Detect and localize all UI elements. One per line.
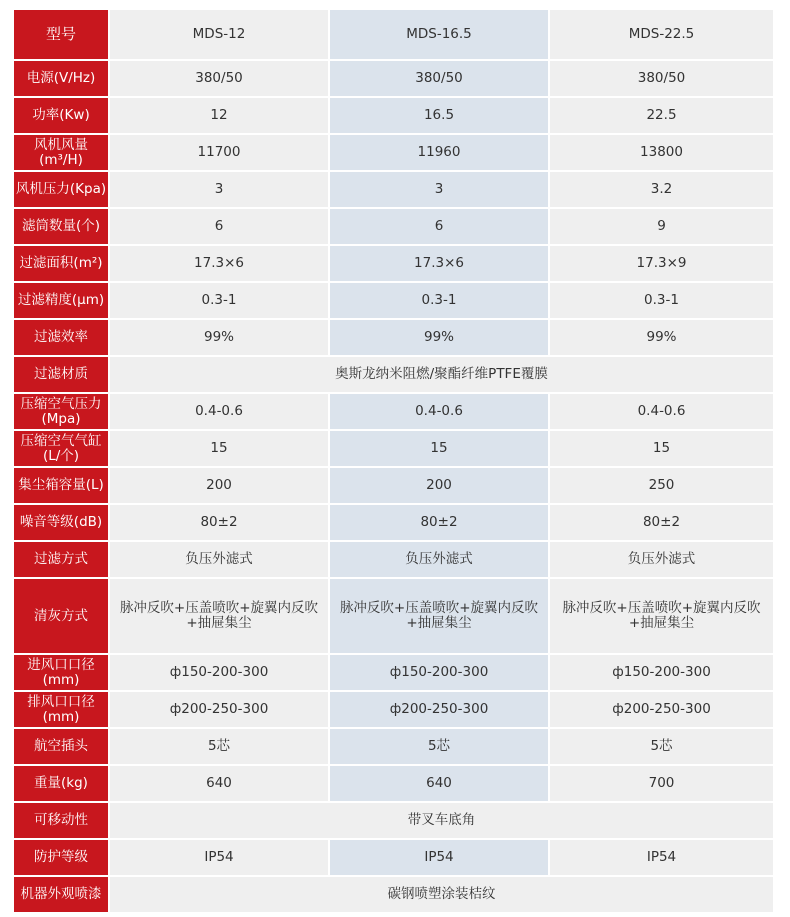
value-cell: 380/50 (550, 61, 773, 98)
row-label-cell: 进风口口径 (mm) (14, 655, 110, 692)
value-cell: 0.4-0.6 (110, 394, 330, 431)
value-cell: IP54 (110, 840, 330, 877)
table-row (14, 357, 773, 394)
table-row (14, 135, 773, 172)
table-row (14, 246, 773, 283)
row-label-cell: 集尘箱容量(L) (14, 468, 110, 505)
row-label-cell: 压缩空气压力 (Mpa) (14, 394, 110, 431)
value-cell: 0.3-1 (330, 283, 550, 320)
value-cell: 负压外滤式 (110, 542, 330, 579)
value-cell: ф150-200-300 (110, 655, 330, 692)
value-cell: 250 (550, 468, 773, 505)
value-cell: 380/50 (110, 61, 330, 98)
value-cell: 16.5 (330, 98, 550, 135)
value-cell: 99% (550, 320, 773, 357)
row-label-cell: 可移动性 (14, 803, 110, 840)
value-cell: 17.3×6 (330, 246, 550, 283)
value-cell: 80±2 (110, 505, 330, 542)
value-cell: 380/50 (330, 61, 550, 98)
value-cell: 15 (550, 431, 773, 468)
table-row (14, 655, 773, 692)
model-header-cell: MDS-16.5 (330, 10, 550, 61)
value-cell: 负压外滤式 (550, 542, 773, 579)
value-cell: 99% (110, 320, 330, 357)
model-header-cell: MDS-12 (110, 10, 330, 61)
value-cell: 17.3×6 (110, 246, 330, 283)
value-cell: 0.4-0.6 (330, 394, 550, 431)
spec-table (14, 10, 773, 914)
row-label-cell: 过滤方式 (14, 542, 110, 579)
row-label-cell: 航空插头 (14, 729, 110, 766)
row-label-cell: 防护等级 (14, 840, 110, 877)
table-row (14, 579, 773, 655)
value-cell: 0.3-1 (110, 283, 330, 320)
value-cell: 99% (330, 320, 550, 357)
value-cell: ф150-200-300 (330, 655, 550, 692)
table-row (14, 840, 773, 877)
value-cell: 9 (550, 209, 773, 246)
header-label-cell: 型号 (14, 10, 110, 61)
value-cell: 13800 (550, 135, 773, 172)
row-label-cell: 压缩空气气缸 (L/个) (14, 431, 110, 468)
table-row (14, 505, 773, 542)
value-cell: 6 (330, 209, 550, 246)
value-cell: 22.5 (550, 98, 773, 135)
merged-value-cell: 碳钢喷塑涂装桔纹 (110, 877, 773, 914)
value-cell: 11960 (330, 135, 550, 172)
value-cell: 640 (330, 766, 550, 803)
value-cell: 700 (550, 766, 773, 803)
value-cell: 200 (110, 468, 330, 505)
value-cell: 0.4-0.6 (550, 394, 773, 431)
value-cell: 11700 (110, 135, 330, 172)
value-cell: 5芯 (110, 729, 330, 766)
table-row (14, 283, 773, 320)
value-cell: 6 (110, 209, 330, 246)
value-cell: 5芯 (550, 729, 773, 766)
row-label-cell: 过滤精度(μm) (14, 283, 110, 320)
value-cell: 负压外滤式 (330, 542, 550, 579)
value-cell: 80±2 (550, 505, 773, 542)
merged-value-cell: 奥斯龙纳米阻燃/聚酯纤维PTFE覆膜 (110, 357, 773, 394)
value-cell: 3 (110, 172, 330, 209)
row-label-cell: 风机风量 (m³/H) (14, 135, 110, 172)
row-label-cell: 噪音等级(dB) (14, 505, 110, 542)
table-row (14, 766, 773, 803)
row-label-cell: 清灰方式 (14, 579, 110, 655)
value-cell: 3 (330, 172, 550, 209)
value-cell: 脉冲反吹+压盖喷吹+旋翼内反吹 +抽屉集尘 (110, 579, 330, 655)
value-cell: 17.3×9 (550, 246, 773, 283)
table-row (14, 172, 773, 209)
value-cell: ф200-250-300 (550, 692, 773, 729)
row-label-cell: 过滤效率 (14, 320, 110, 357)
table-row (14, 877, 773, 914)
value-cell: 脉冲反吹+压盖喷吹+旋翼内反吹 +抽屉集尘 (550, 579, 773, 655)
row-label-cell: 滤筒数量(个) (14, 209, 110, 246)
row-label-cell: 过滤面积(m²) (14, 246, 110, 283)
value-cell: 5芯 (330, 729, 550, 766)
value-cell: 3.2 (550, 172, 773, 209)
table-row (14, 542, 773, 579)
table-row (14, 209, 773, 246)
row-label-cell: 机器外观喷漆 (14, 877, 110, 914)
value-cell: ф200-250-300 (110, 692, 330, 729)
row-label-cell: 过滤材质 (14, 357, 110, 394)
value-cell: 12 (110, 98, 330, 135)
value-cell: IP54 (550, 840, 773, 877)
value-cell: IP54 (330, 840, 550, 877)
value-cell: 0.3-1 (550, 283, 773, 320)
row-label-cell: 排风口口径 (mm) (14, 692, 110, 729)
table-row (14, 431, 773, 468)
value-cell: ф200-250-300 (330, 692, 550, 729)
table-header-row (14, 10, 773, 61)
value-cell: 640 (110, 766, 330, 803)
row-label-cell: 功率(Kw) (14, 98, 110, 135)
value-cell: ф150-200-300 (550, 655, 773, 692)
table-row (14, 692, 773, 729)
value-cell: 15 (330, 431, 550, 468)
table-row (14, 803, 773, 840)
table-row (14, 320, 773, 357)
table-row (14, 61, 773, 98)
value-cell: 15 (110, 431, 330, 468)
table-row (14, 394, 773, 431)
row-label-cell: 重量(kg) (14, 766, 110, 803)
value-cell: 脉冲反吹+压盖喷吹+旋翼内反吹 +抽屉集尘 (330, 579, 550, 655)
model-header-cell: MDS-22.5 (550, 10, 773, 61)
value-cell: 80±2 (330, 505, 550, 542)
table-row (14, 98, 773, 135)
row-label-cell: 电源(V/Hz) (14, 61, 110, 98)
row-label-cell: 风机压力(Kpa) (14, 172, 110, 209)
table-row (14, 729, 773, 766)
value-cell: 200 (330, 468, 550, 505)
merged-value-cell: 带叉车底角 (110, 803, 773, 840)
table-row (14, 468, 773, 505)
